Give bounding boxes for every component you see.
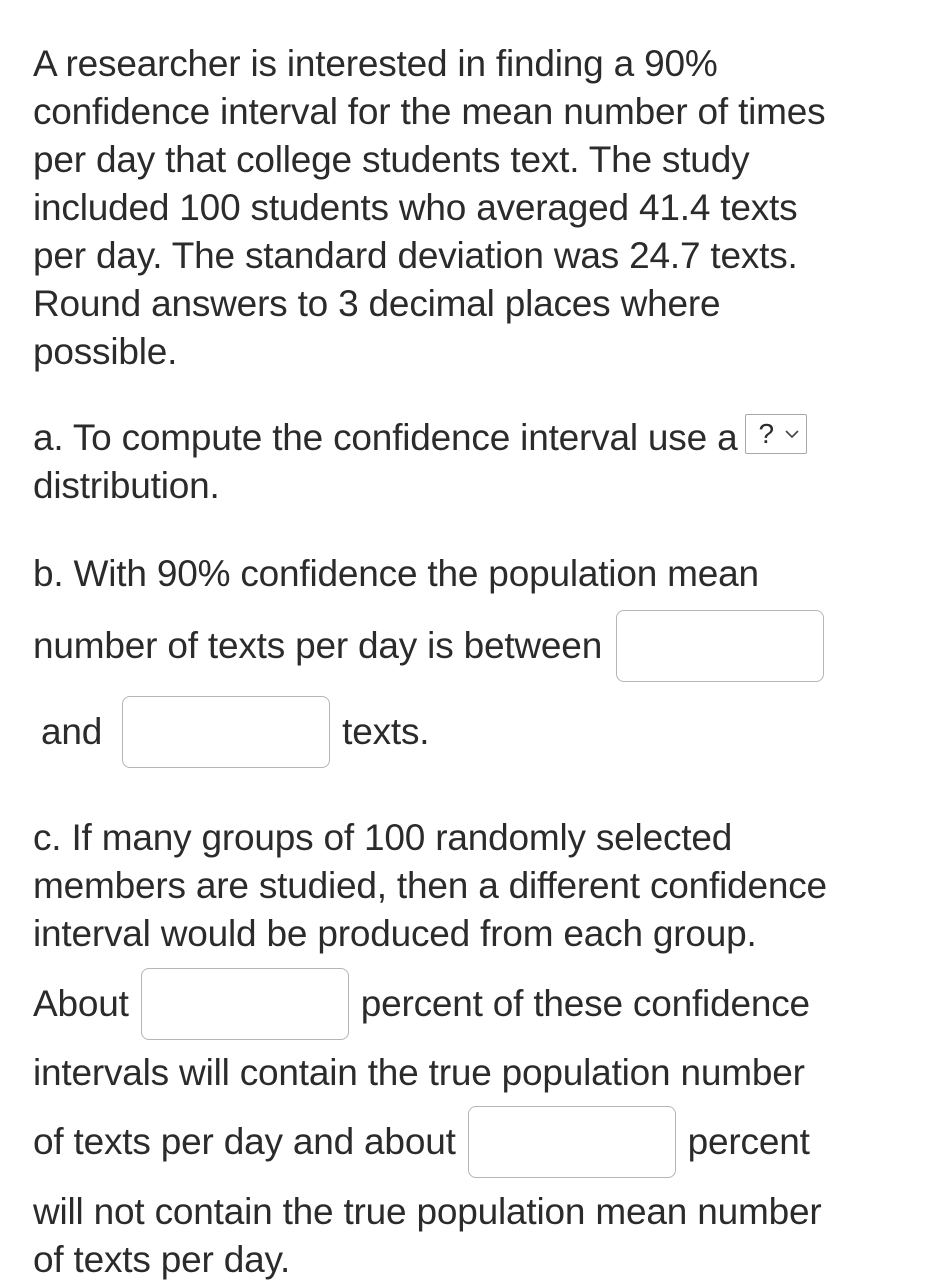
part-a-row [33,414,933,462]
intro-line: per day that college students text. The study [33,139,750,180]
part-b-row-lower [33,606,933,686]
distribution-select-value: ? [758,418,774,449]
part-c-line [33,1044,933,1102]
part-b-row-upper [33,692,933,772]
part-c-row-not-contain [33,1102,933,1182]
chevron-down-icon [784,426,800,442]
part-a-prompt: a. To compute the confidence interval use a [33,417,738,458]
part-c [33,814,933,1284]
part-c-line: members are studied, then a different confidence [33,865,827,906]
part-b-line: b. With 90% confidence the population mean [33,553,759,594]
intro-line: possible. [33,331,178,372]
upper-bound-input[interactable] [122,696,330,768]
percent-label: percent [687,1121,810,1162]
intro-line: Round answers to 3 decimal places where [33,283,721,324]
question-content [33,40,933,1284]
part-b [33,550,933,772]
intro-line: confidence interval for the mean number of times [33,91,826,132]
part-c-line: will not contain the true population mean number [33,1191,822,1232]
part-c-line: of texts per day. [33,1239,291,1280]
distribution-select[interactable] [745,414,806,454]
contain-percent-input[interactable] [141,968,349,1040]
part-b-prompt: number of texts per day is between [33,625,603,666]
part-a-suffix: distribution. [33,465,220,506]
lower-bound-input[interactable] [616,610,824,682]
part-c-line: c. If many groups of 100 randomly selected [33,817,733,858]
and-label: and [41,711,103,752]
percent-label: percent of these confidence [360,983,810,1024]
part-c-text: of texts per day and about [33,1121,456,1162]
not-contain-percent-input[interactable] [468,1106,676,1178]
part-c-text: intervals will contain the true population number [33,1052,805,1093]
part-c-line: interval would be produced from each group. [33,913,757,954]
intro-line: included 100 students who averaged 41.4 texts [33,187,798,228]
intro-line: per day. The standard deviation was 24.7 texts. [33,235,798,276]
part-c-row-contain [33,964,933,1044]
question-intro [33,40,933,376]
part-a [33,414,933,510]
about-label: About [33,983,129,1024]
intro-line: A researcher is interested in finding a 90% [33,43,718,84]
texts-label: texts. [342,711,430,752]
